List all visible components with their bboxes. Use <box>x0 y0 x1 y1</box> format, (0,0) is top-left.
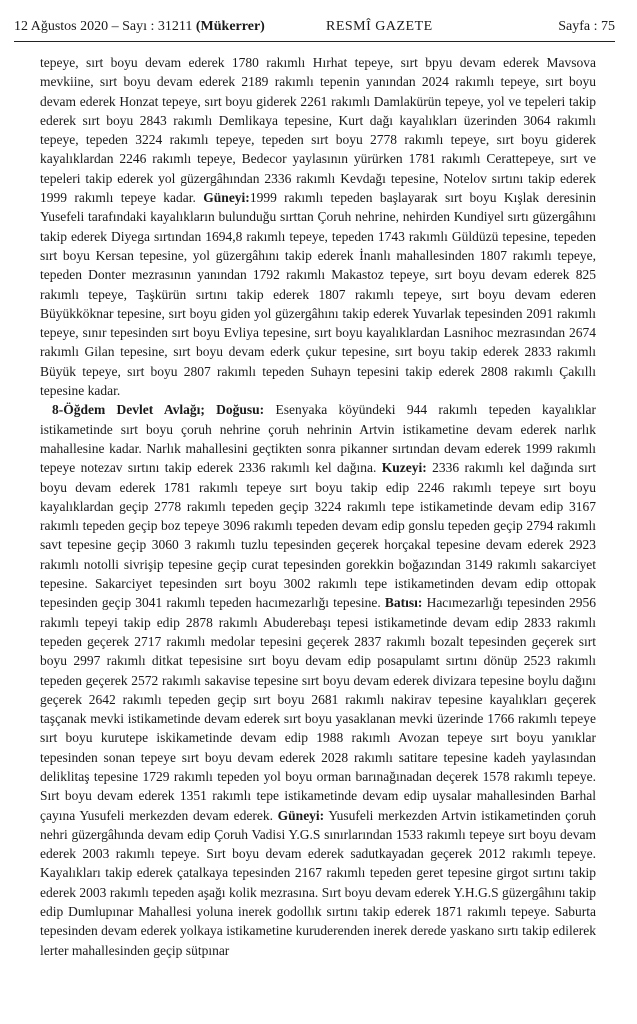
section-heading-south: Güneyi: <box>277 807 325 823</box>
page-header <box>14 18 615 40</box>
paragraph-continuation <box>40 53 596 400</box>
paragraph-text: Hacımezarlığı tepesinden 2956 rakımlı tepeyi takip edip 2878 rakımlı Abuderebaşı tepesi istikametinde devam edip 2833 rakımlı tepeden geçerek 2717 rakımlı medolar tepesini geçerek 2837 rakımlı bozalt tepesinden geçerek sırt boyu 2997 rakımlı ditkat tepesisine sırt boyu devam edip posapulamt sırtını dönüp 2523 rakımlı tepeden geçerek 2572 rakımlı sakavise tepesine sırt boyu devam ederek divizara tepesine boylu dağını geçerek 2642 rakımlı tepeden geçip sırt boyu 2681 rakımlı nakirav tepesine kayalıkları geçerek taşçanak mevki istikametinde devam ederek sırt boyu yasaklanan mevki üzerinde 1766 rakımlı tepeye sırt boyu kurutepe iskikametinde devam edip 1988 rakımlı Avozan tepeye sırt boyu yanıklar tepesinden sonan tepeye sırt boyu devam ederek 2028 rakımlı satitare tepesine kadeh yaylasından deliklitaş tepesine 1729 rakımlı tepeden yol boyu orman barınağınadan deçerek 1578 rakımlı tepeye. Sırt boyu devam ederek 1351 rakımlı tepe istikametinde devam edip uysalar mahallesinden Barhal çayına Yusufeli merkezden devam ederek. <box>40 595 597 823</box>
issue-date-and-number <box>14 18 265 36</box>
paragraph-text: Yusufeli merkezden Artvin istikametinden çoruh nehri güzergâhında devam edip Çoruh Vadisi Y.G.S sınırlarından 1533 rakımlı tepeye sırt boyu devam ederek 2003 rakımlı tepeye. Sırt boyu devam ederek sadutkayadan geçerek 2012 rakımlı tepeye. Kayalıkları takip ederek çatalkaya tepesinden 2167 rakımlı tepeden geret tepesine girgot sırtını takip ederek 2003 rakımlı tepeden aşağı kolik mezrasına. Sırt boyu devam ederek Y.H.G.S güzergâhını takip edip Dumlupınar Mahallesi yoluna inerek godollık sırtını takip ederek 1871 rakımlı tepeye. Saburta tepesinden devam ederek yolkaya istikametine kuruderenden inerek derede yaskano sırtı takip edilerek lerter mahallesinden geçip sütpınar <box>40 807 597 958</box>
paragraph-text: 1999 rakımlı tepeden başlayarak sırt boyu Kışlak deresinin Yusefeli tarafındaki kayalıkların bulunduğu sırttan Çoruh nehrine, nehirden Kundiyel sırtı güzergâhını takip ederek Diyega sırtından 1694,8 rakımlı tepeye, tepeden 1743 rakımlı Güldüzü tepesine, tepeden sırt boyu Kersan tepesine, yol güzergâhını takip ederek İnanlı mahallesinden 1807 rakımlı tepeye, tepeden Donter mezrasının yanından 1792 rakımlı Makastoz tepeye, sırt boyu devam ederek 825 rakımlı tepeye, Taşkürün sırtını takip ederek 1807 rakımlı tepeye, sırt boyu devam ederen Büyükköknar tepesine, sırt boyu giden yol güzergâhını takip ederek Yuvarlak tepesinden 2091 rakımlı tepeye, sınır tepesinden sırt boyu Evliya tepesine, sırt boyu kayalıklardan Lasnihoc mezrasından 2674 rakımlı Gilan tepesine, sırt boyu devam ederk çukur tepesine, sırt boyu takip ederek 2833 rakımlı Büyük tepeye, sırt boyu 2807 rakımlı tepeden Suhayn tepesini takip ederek 2808 rakımlı Çakıllı tepesine kadar. <box>40 190 597 399</box>
gazette-title: RESMÎ GAZETE <box>326 19 433 34</box>
paragraph-text: tepeye, sırt boyu devam ederek 1780 rakımlı Hırhat tepeye, sırt bpyu devam ederek Mavsova mevkiine, sırt boyu devam ederek 2189 rakımlı tepenin yanından 2024 rakımlı tepeye, sırt boyu devam ederek Honzat tepeye, sırt boyu giderek 2261 rakımlı Damlakürün tepeye, yol ve tepeleri takip ederek sırt boyu 2843 rakımlı Demlikaya tepesine, Kurt dağı kayalıkları üzerinden 3064 rakımlı tepeye, tepeden 3224 rakımlı tepeye, tepeden sırt boyu 2778 rakımlı tepeye, sırt boyu giderek kayalıklardan 2246 rakımlı tepeye, Bedecor yaylasının yürürken 1781 rakımlı Cerattepeye, sırt ve tepeleri takip ederek yol güzergâhından 2336 rakımlı Kevdağı tepesine, Notelov sırtını takip ederek 1999 rakımlı tepeye kadar. <box>40 55 596 206</box>
section-heading-ogdem-east: 8-Öğdem Devlet Avlağı; Doğusu: <box>52 402 265 418</box>
paragraph-ogdem-avlagi <box>40 400 596 960</box>
paragraph-text: Esenyaka köyündeki 944 rakımlı tepeden kayalıklar istikametinde sırt boyu çoruh nehrine çoruh nehrinin Artvin istikametine devam ederek narlık mahallesine kadar. Narlık mahallesini geçtikten sonra pikanner sırtından devam ederek 1999 rakımlı tepeye notezav sırtını takip ederek 2336 rakımlı kel dağına. <box>40 402 596 476</box>
issue-date-text: 12 Ağustos 2020 – Sayı : 31211 <box>14 19 193 34</box>
section-heading-south: Güneyi: <box>203 190 250 206</box>
page-number: Sayfa : 75 <box>558 19 615 34</box>
mukerrer-label: (Mükerrer) <box>195 19 265 34</box>
section-heading-north: Kuzeyi: <box>381 460 427 476</box>
body-text <box>40 53 596 960</box>
paragraph-text: 2336 rakımlı kel dağında sırt boyu devam ederek 1781 rakımlı tepeye sırt boyu takip edip 2246 rakımlı tepeye sırt boyu kayalıklardan geçip 2778 rakımlı tepeden geçip 3224 rakımlı tepe istikametinde devam edip 3167 rakımlı tepeden geçip boz tepeye 3096 rakımlı tepeden devam edip gonslu tepeden geçip 2794 rakımlı savt tepesine geçip 3060 3 rakımlı tuzlu tepesinden geçerek horçakal tepesine devam ederek 2923 rakımlı notolli sivrişip tepesine geçip curat tepesinden gorekkin boğazından 3149 rakımlı sakarciyet tepesine. Sakarciyet tepesinden sırt boyu 3002 rakımlı tepe istikametinden devam edip ottopak tepesinden geçip 3041 rakımlı tepeden hacımezarlığı tepesine. <box>40 460 597 611</box>
header-divider <box>14 41 615 42</box>
section-heading-west: Batısı: <box>384 595 423 611</box>
